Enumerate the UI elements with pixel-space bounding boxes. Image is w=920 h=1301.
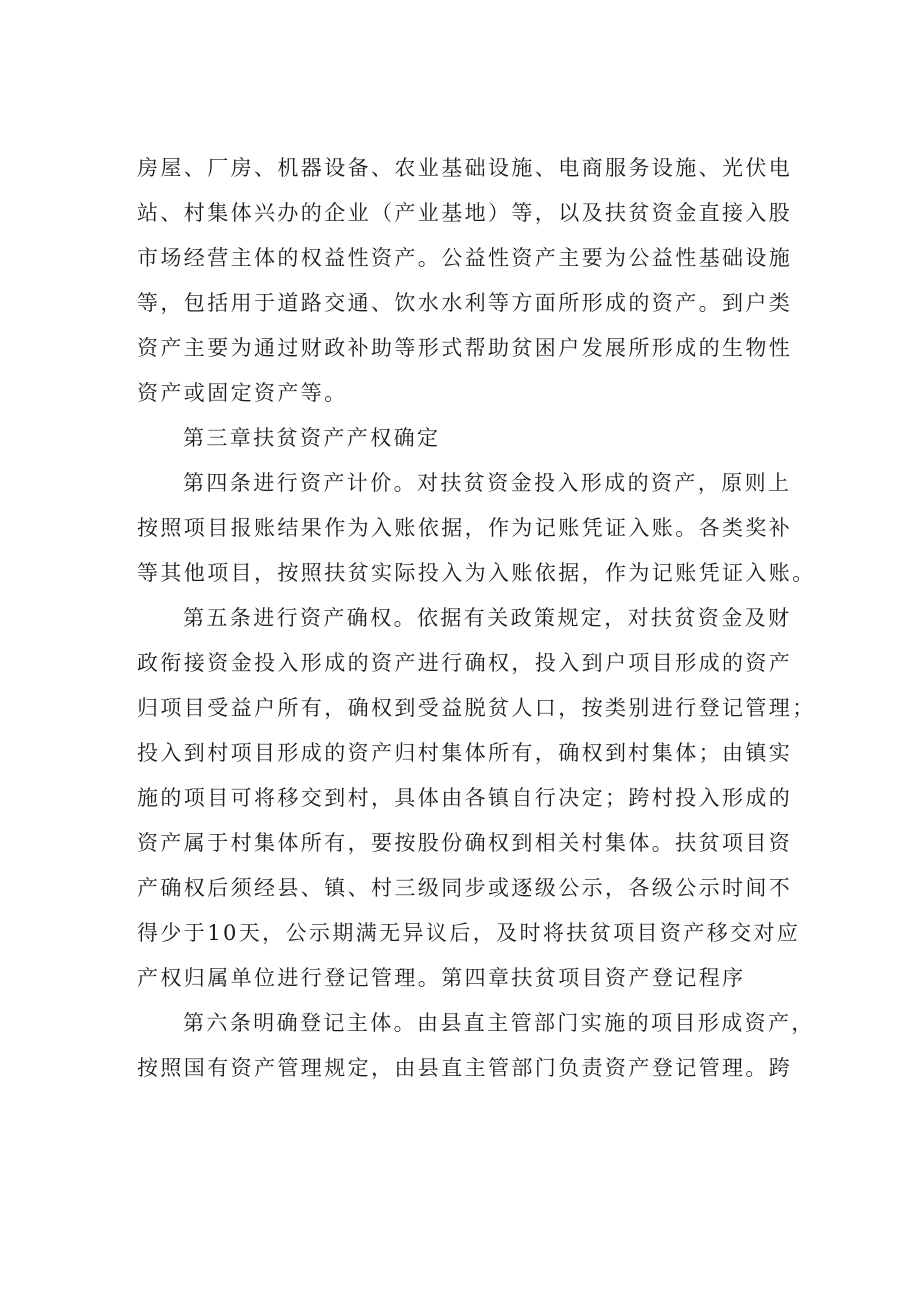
text-line: 资产或固定资产等。 bbox=[137, 381, 348, 405]
text-line: 按照项目报账结果作为入账依据，作为记账凭证入账。各类奖补 bbox=[137, 516, 793, 540]
text-line: 产确权后须经县、镇、村三级同步或逐级公示，各级公示时间不 bbox=[137, 876, 793, 900]
text-line: 资产主要为通过财政补助等形式帮助贫困户发展所形成的生物性 bbox=[137, 336, 793, 360]
text-line: 等，包括用于道路交通、饮水水利等方面所形成的资产。到户类 bbox=[137, 291, 793, 315]
article-text-line: 第四条进行资产计价。对扶贫资金投入形成的资产，原则上 bbox=[183, 471, 792, 495]
article-text-line: 第六条明确登记主体。由县直主管部门实施的项目形成资产， bbox=[183, 1011, 815, 1035]
text-line: 政衔接资金投入形成的资产进行确权，投入到户项目形成的资产 bbox=[137, 651, 793, 675]
text-line: 得少于10天，公示期满无异议后，及时将扶贫项目资产移交对应 bbox=[137, 921, 801, 945]
text-line: 产权归属单位进行登记管理。第四章扶贫项目资产登记程序 bbox=[137, 966, 746, 990]
text-line: 站、村集体兴办的企业（产业基地）等，以及扶贫资金直接入股 bbox=[137, 201, 793, 225]
text-line: 市场经营主体的权益性资产。公益性资产主要为公益性基础设施 bbox=[137, 246, 793, 270]
text-line: 等其他项目，按照扶贫实际投入为入账依据，作为记账凭证入账。 bbox=[137, 561, 816, 585]
text-line: 资产属于村集体所有，要按股份确权到相关村集体。扶贫项目资 bbox=[137, 831, 793, 855]
text-line: 按照国有资产管理规定，由县直主管部门负责资产登记管理。跨 bbox=[137, 1056, 793, 1080]
text-line: 投入到村项目形成的资产归村集体所有，确权到村集体；由镇实 bbox=[137, 741, 793, 765]
text-line: 归项目受益户所有，确权到受益脱贫人口，按类别进行登记管理； bbox=[137, 696, 816, 720]
text-line: 施的项目可将移交到村，具体由各镇自行决定；跨村投入形成的 bbox=[137, 786, 793, 810]
body-text bbox=[137, 146, 816, 1091]
chapter-heading: 第三章扶贫资产产权确定 bbox=[183, 426, 441, 450]
text-line: 房屋、厂房、机器设备、农业基础设施、电商服务设施、光伏电 bbox=[137, 156, 793, 180]
article-text-line: 第五条进行资产确权。依据有关政策规定，对扶贫资金及财 bbox=[183, 606, 792, 630]
